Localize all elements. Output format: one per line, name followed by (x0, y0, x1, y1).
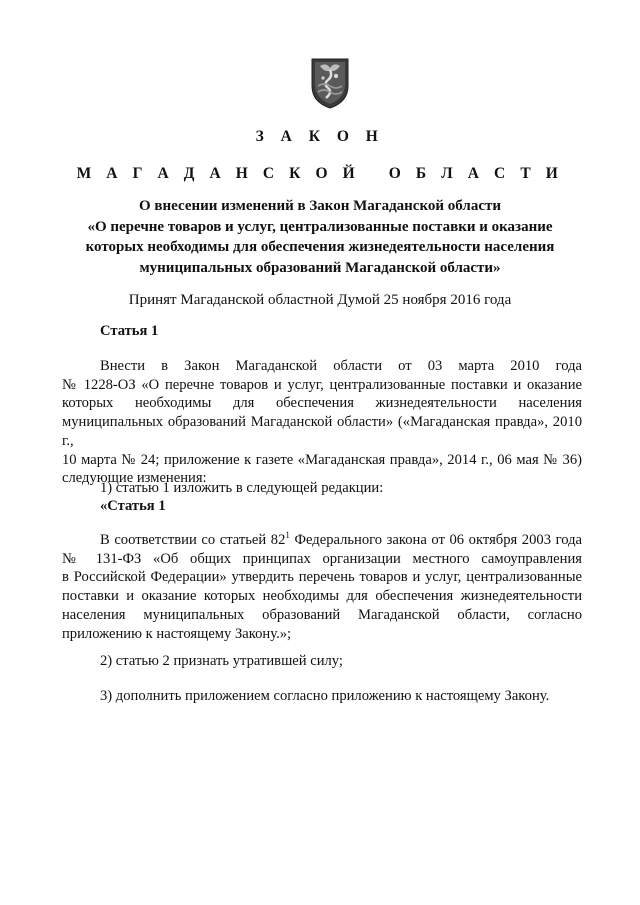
superscript-number: 1 (285, 530, 290, 540)
law-title (0, 196, 640, 278)
article-heading: Статья 1 (100, 323, 159, 339)
paragraph-line: населения муниципальных образований Магаданской области, согласно (62, 606, 582, 623)
paragraph-line: муниципальных образований Магаданской области» («Магаданская правда», 2010 г., (62, 414, 582, 449)
adoption-note: Принят Магаданской областной Думой 25 ноября 2016 года (128, 292, 512, 308)
quoted-article-heading: «Статья 1 (100, 498, 166, 514)
paragraph-line: поставки и оказание которых необходимы для обеспечения жизнедеятельности (62, 588, 582, 605)
paragraph-line-start: В соответствии со статьей 82 (100, 532, 286, 548)
amendment-item-2: 2) статью 2 признать утратившей силу; (100, 653, 343, 669)
region-name: М А Г А Д А Н С К О Й О Б Л А С Т И (76, 165, 564, 182)
law-title-line: О внесении изменений в Закон Магаданской области (139, 198, 501, 214)
paragraph-line: в Российской Федерации» утвердить перечень товаров и услуг, централизованные (62, 569, 582, 586)
amendment-item-3: 3) дополнить приложением согласно приложению к настоящему Закону. (100, 688, 550, 704)
paragraph-line (62, 531, 582, 550)
law-title-line: которых необходимы для обеспечения жизнедеятельности населения (85, 239, 555, 255)
paragraph-line: приложению к настоящему Закону.»; (62, 625, 292, 642)
paragraph-line: № 131-ФЗ «Об общих принципах организации местного самоуправления (62, 550, 582, 567)
paragraph-line: № 1228-ОЗ «О перечне товаров и услуг, централизованные поставки и оказание (62, 376, 582, 393)
paragraph-line-rest: Федерального закона от 06 октября 2003 года (289, 532, 582, 548)
paragraph-line: следующие изменения: (62, 470, 207, 487)
quoted-article-paragraph (62, 531, 582, 643)
coat-of-arms-icon (306, 56, 354, 110)
amendment-item-1: 1) статью 1 изложить в следующей редакции: (100, 480, 384, 496)
article-intro-paragraph (62, 357, 582, 488)
law-title-line: «О перечне товаров и услуг, централизованные поставки и оказание (87, 218, 553, 235)
document-type: З А К О Н (255, 128, 385, 145)
paragraph-line: которых необходимы для обеспечения жизнедеятельности населения (62, 395, 582, 412)
law-title-line: муниципальных образований Магаданской области» (139, 259, 501, 276)
paragraph-line: 10 марта № 24; приложение к газете «Магаданская правда», 2014 г., 06 мая № 36) (62, 451, 582, 468)
paragraph-line: Внести в Закон Магаданской области от 03 марта 2010 года (100, 358, 582, 374)
